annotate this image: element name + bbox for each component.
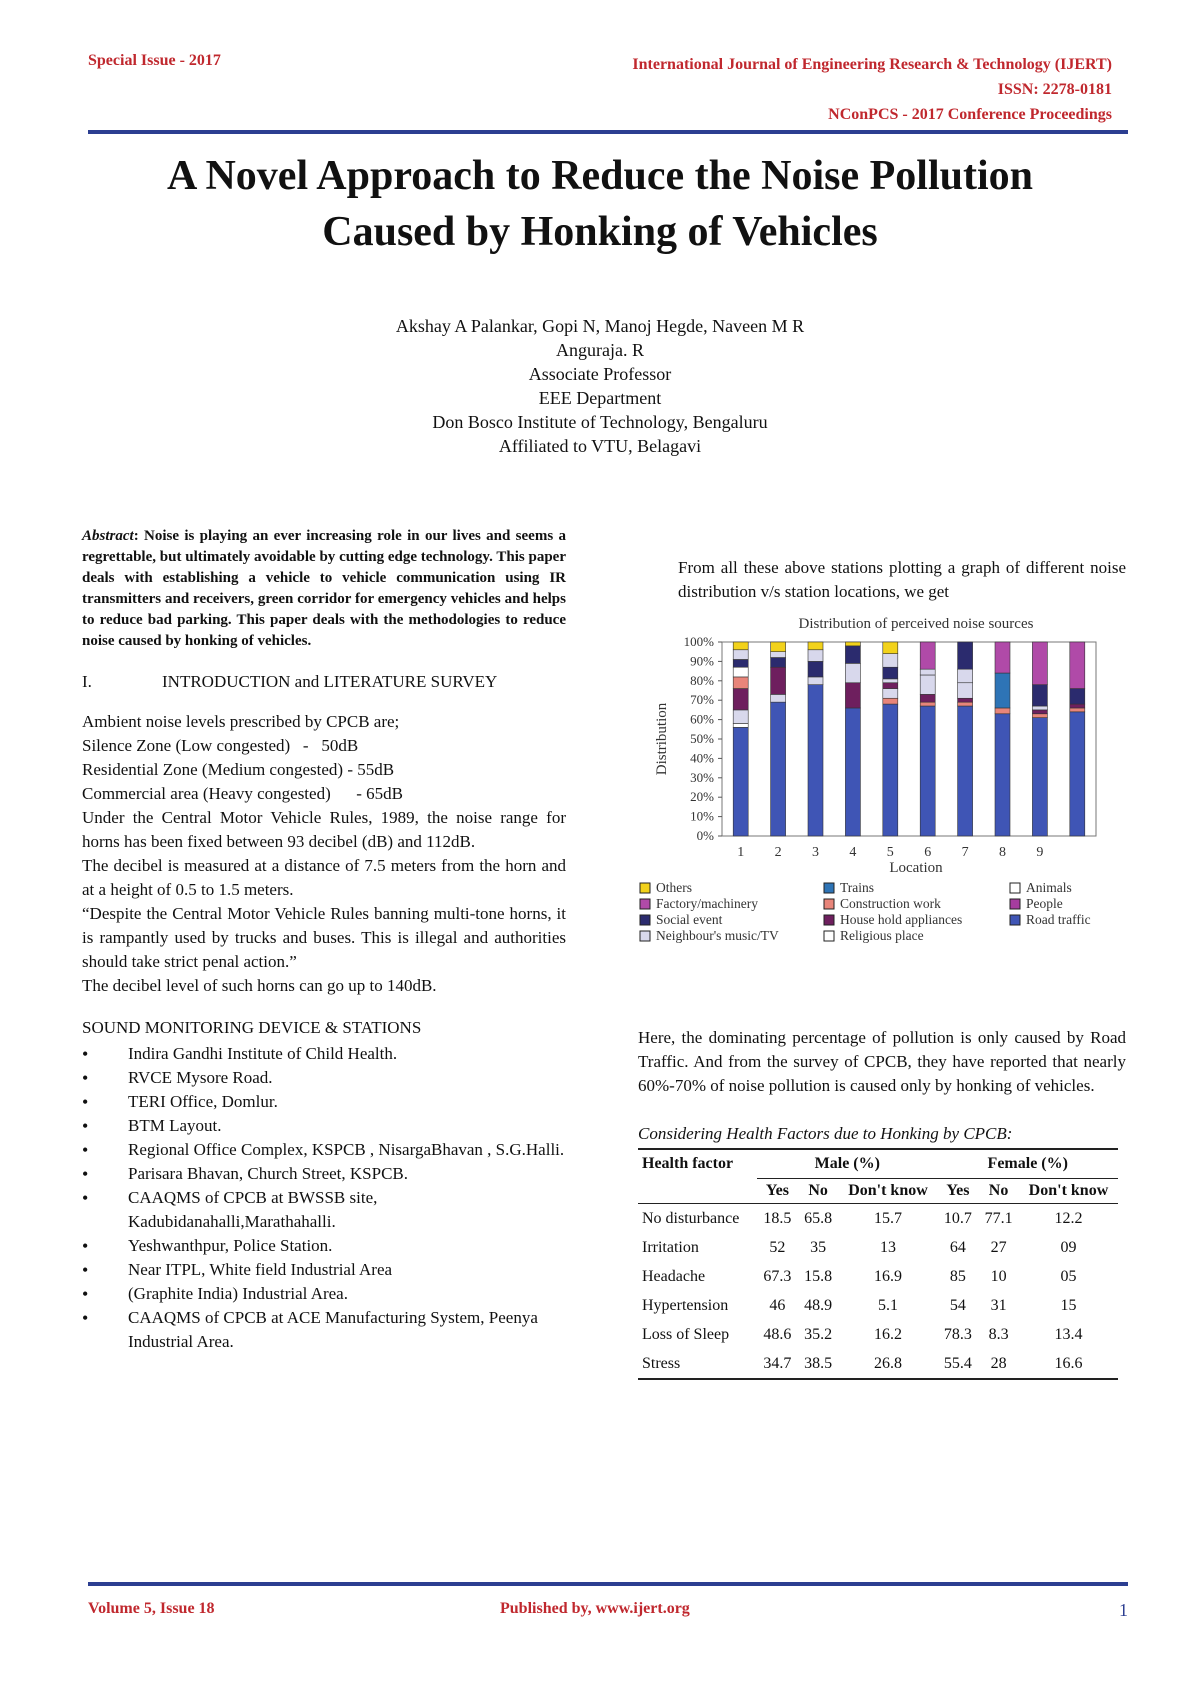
table-cell: 65.8 [804, 1210, 833, 1227]
table-cell: 5.1 [878, 1297, 898, 1314]
author-designation: Associate Professor [528, 364, 672, 384]
header-female: Female (%) [938, 1149, 1118, 1179]
legend-swatch [1010, 899, 1020, 909]
bar-segment [845, 642, 860, 646]
bar-segment [883, 683, 898, 689]
bar-segment [771, 658, 786, 668]
author-block [300, 314, 900, 458]
table-cell: 34.7 [757, 1349, 798, 1379]
bar-segment [1032, 706, 1047, 710]
legend-swatch [640, 899, 650, 909]
bar-segment [733, 727, 748, 836]
bar-segment [920, 669, 935, 675]
header-issn: ISSN: 2278-0181 [997, 81, 1112, 98]
header-journal-name: International Journal of Engineering Research & Technology (IJERT) [632, 56, 1112, 73]
bar-segment [1070, 642, 1085, 689]
legend-label: Animals [1026, 880, 1072, 895]
legend-label: Social event [656, 912, 723, 927]
list-item: • (Graphite India) Industrial Area. [82, 1282, 566, 1306]
subheader-blank [638, 1179, 757, 1204]
bar-segment [733, 689, 748, 710]
intro-line: Ambient noise levels prescribed by CPCB are; [82, 712, 400, 731]
chart-conclusion-text: Here, the dominating percentage of pollution is only caused by Road Traffic. And from the survey of CPCB, they have reported that nearly 60%-70% of noise pollution is caused only by honking of vehicles. [638, 1028, 1126, 1095]
table-cell: 28 [978, 1349, 1019, 1379]
legend-swatch [824, 899, 834, 909]
legend-swatch [640, 883, 650, 893]
list-item: • TERI Office, Domlur. [82, 1090, 566, 1114]
paper-title [60, 148, 1140, 260]
subheader-cell: Don't know [1019, 1179, 1118, 1204]
footer-page-number: 1 [1119, 1600, 1128, 1620]
intro-line: Residential Zone (Medium congested) - 55dB [82, 760, 395, 779]
table-cell: 10.7 [943, 1210, 972, 1227]
bar-segment [995, 714, 1010, 836]
y-tick-label: 10% [690, 808, 714, 824]
author-affiliation: Affiliated to VTU, Belagavi [498, 436, 702, 456]
bar-segment [883, 704, 898, 836]
table-caption: Considering Health Factors due to Honking by CPCB: [638, 1124, 1013, 1143]
table-cell: 48.9 [804, 1297, 833, 1314]
bar-segment [958, 706, 973, 836]
section-heading [82, 670, 566, 694]
table-group-header [638, 1149, 1118, 1179]
table-cell: 46 [769, 1297, 786, 1314]
intro-line: The decibel level of such horns can go up to 140dB. [82, 976, 437, 995]
x-tick-label: 2 [774, 845, 782, 860]
table-cell: 77.1 [984, 1210, 1013, 1227]
bar-segment [733, 667, 748, 677]
header-special-issue: Special Issue - 2017 [88, 52, 221, 69]
bar-segment [958, 702, 973, 706]
bar-segment [1032, 714, 1047, 718]
footer-volume: Volume 5, Issue 18 [88, 1600, 215, 1617]
bar-segment [1070, 712, 1085, 836]
bar-segment [733, 650, 748, 660]
author-department: EEE Department [538, 388, 662, 408]
row-label: Headache [642, 1268, 706, 1285]
bar-segment [1032, 710, 1047, 714]
list-item: • CAAQMS of CPCB at BWSSB site, Kadubidanahalli,Marathahalli. [82, 1186, 566, 1234]
noise-distribution-chart [626, 612, 1146, 1016]
bar-segment [920, 675, 935, 694]
table-cell: 09 [1060, 1239, 1077, 1256]
bar-segment [808, 650, 823, 662]
y-tick-label: 40% [690, 750, 714, 766]
bar-segment [883, 667, 898, 679]
health-factor-table [638, 1148, 1118, 1380]
header-male: Male (%) [757, 1149, 937, 1179]
y-tick-label: 20% [690, 789, 714, 805]
bar-segment [808, 677, 823, 685]
list-item: • Near ITPL, White field Industrial Area [82, 1258, 566, 1282]
row-label: No disturbance [642, 1210, 740, 1227]
author-names: Akshay A Palankar, Gopi N, Manoj Hegde, Naveen M R [395, 316, 805, 336]
bar-segment [920, 642, 935, 669]
intro-line: Commercial area (Heavy congested) - 65dB [82, 784, 403, 803]
table-cell: 10 [990, 1268, 1007, 1285]
table-cell: 38.5 [798, 1349, 839, 1379]
bar-segment [808, 685, 823, 836]
header-rule [88, 130, 1128, 134]
abstract [82, 526, 566, 652]
table-cell: 15 [1060, 1297, 1077, 1314]
list-item: • Indira Gandhi Institute of Child Health. [82, 1042, 566, 1066]
bar-segment [808, 642, 823, 650]
bar-segment [995, 642, 1010, 673]
list-item: • Yeshwanthpur, Police Station. [82, 1234, 566, 1258]
bar-segment [771, 642, 786, 652]
table-row [638, 1262, 1118, 1291]
legend-swatch [824, 931, 834, 941]
bar-segment [733, 659, 748, 667]
legend-swatch [640, 931, 650, 941]
table-cell: 35.2 [804, 1326, 833, 1343]
abstract-label: Abstract [82, 528, 134, 544]
section-title: INTRODUCTION and LITERATURE SURVEY [162, 672, 498, 691]
bar-segment [1032, 642, 1047, 685]
x-tick-label: 4 [849, 845, 857, 860]
bar-segment [1070, 708, 1085, 712]
y-tick-label: 100% [683, 634, 714, 649]
bar-segment [845, 663, 860, 682]
bar-segment [845, 683, 860, 708]
author-guide: Anguraja. R [556, 340, 644, 360]
y-tick-label: 70% [690, 692, 714, 708]
y-tick-label: 60% [690, 711, 714, 727]
y-tick-label: 90% [690, 653, 714, 669]
legend-label: Religious place [840, 928, 924, 943]
bar-segment [845, 708, 860, 836]
table-cell: 12.2 [1054, 1210, 1083, 1227]
title-line-1: A Novel Approach to Reduce the Noise Pollution [166, 153, 1034, 199]
y-tick-label: 50% [690, 731, 714, 746]
x-tick-label: 8 [999, 845, 1006, 860]
table-row [638, 1320, 1118, 1349]
bar-segment [771, 702, 786, 836]
bar-segment [920, 694, 935, 702]
table-cell: 13 [880, 1239, 896, 1256]
abstract-text: : Noise is playing an ever increasing role in our lives and seems a regrettable, but ultimately avoidable by cutting edge technology. This paper deals with establishing a vehicle to vehicle communication using IR transmitters and receivers, green corridor for emergency vehicles and helps to reduce bad parking. This paper deals with the methodologies to reduce noise caused by honking of vehicles. [82, 528, 566, 649]
y-tick-label: 0% [696, 828, 714, 843]
table-cell: 27 [990, 1239, 1007, 1256]
section-number: I. [82, 672, 92, 691]
x-tick-label: 5 [886, 845, 894, 860]
table-cell: 35 [810, 1239, 827, 1256]
table-cell: 8.3 [988, 1326, 1009, 1343]
chart-svg [626, 612, 1146, 1016]
chart-title: Distribution of perceived noise sources [798, 616, 1034, 632]
table-cell: 16.9 [874, 1268, 902, 1285]
left-column [82, 526, 566, 1354]
legend-label: People [1026, 896, 1063, 911]
bar-segment [733, 642, 748, 650]
subheader-cell: Yes [938, 1179, 979, 1204]
bar-segment [771, 667, 786, 694]
monitoring-heading: SOUND MONITORING DEVICE & STATIONS [82, 1018, 422, 1037]
bar-segment [883, 642, 898, 654]
y-axis-label: Distribution [654, 702, 670, 776]
title-line-2: Caused by Honking of Vehicles [322, 209, 878, 255]
legend-swatch [1010, 915, 1020, 925]
legend-label: House hold appliances [840, 912, 963, 927]
subheader-cell: Yes [757, 1179, 798, 1204]
list-item: • BTM Layout. [82, 1114, 566, 1138]
table-cell: 52 [769, 1239, 786, 1256]
bar-segment [883, 698, 898, 704]
x-tick-label: 1 [737, 845, 745, 860]
bar-segment [733, 710, 748, 724]
subheader-cell: Don't know [838, 1179, 937, 1204]
subheader-cell: No [978, 1179, 1019, 1204]
legend-label: Construction work [840, 896, 941, 911]
table-row [638, 1204, 1118, 1234]
table-cell: 64 [949, 1239, 966, 1256]
intro-line: Silence Zone (Low congested) - 50dB [82, 736, 359, 755]
table-cell: 31 [990, 1297, 1007, 1314]
legend-swatch [824, 915, 834, 925]
table-row [638, 1291, 1118, 1320]
header-journal-block [632, 52, 1112, 127]
table-row [638, 1349, 1118, 1379]
bar-segment [920, 702, 935, 706]
intro-line: “Despite the Central Motor Vehicle Rules banning multi-tone horns, it is rampantly used by trucks and buses. This is illegal and authorities should take strict penal action.” [82, 904, 566, 971]
table-cell: 54 [949, 1297, 966, 1314]
chart-intro-text: From all these above stations plotting a graph of different noise distribution v/s station locations, we get [678, 558, 1126, 601]
bar-segment [845, 646, 860, 663]
row-label: Stress [638, 1349, 757, 1379]
y-tick-label: 80% [690, 672, 714, 688]
footer-publisher: Published by, www.ijert.org [500, 1600, 690, 1617]
table-cell: 18.5 [763, 1210, 792, 1227]
station-list [82, 1042, 566, 1354]
bar-segment [995, 673, 1010, 708]
subheader-cell: No [798, 1179, 839, 1204]
table-cell: 16.6 [1019, 1349, 1118, 1379]
bar-segment [808, 661, 823, 677]
table-cell: 16.2 [874, 1326, 902, 1343]
legend-swatch [640, 915, 650, 925]
bar-segment [733, 677, 748, 689]
table-cell: 85 [949, 1268, 966, 1285]
legend-label: Others [656, 880, 692, 895]
x-tick-label: 6 [924, 845, 932, 860]
header-health-factor: Health factor [638, 1149, 757, 1179]
intro-paragraph [82, 710, 566, 998]
bar-segment [771, 694, 786, 702]
bar-segment [1032, 685, 1047, 706]
list-item: • CAAQMS of CPCB at ACE Manufacturing System, Peenya Industrial Area. [82, 1306, 566, 1354]
list-item: • Parisara Bhavan, Church Street, KSPCB. [82, 1162, 566, 1186]
row-label: Hypertension [642, 1297, 729, 1314]
table-subheader [638, 1179, 1118, 1204]
bar-segment [883, 654, 898, 668]
x-tick-label: 9 [1036, 845, 1044, 860]
legend-label: Factory/machinery [656, 896, 758, 911]
bar-segment [733, 723, 748, 727]
table-cell: 15.8 [804, 1268, 833, 1285]
y-tick-label: 30% [690, 769, 714, 785]
bar-segment [958, 683, 973, 699]
table-cell: 55.4 [938, 1349, 979, 1379]
bar-segment [883, 689, 898, 699]
table-cell: 05 [1060, 1268, 1077, 1285]
bar-segment [995, 708, 1010, 714]
intro-line: Under the Central Motor Vehicle Rules, 1989, the noise range for horns has been fixed between 93 decibel (dB) and 112dB. [82, 808, 566, 851]
legend-swatch [824, 883, 834, 893]
legend-label: Neighbour's music/TV [656, 928, 779, 943]
table-body [638, 1204, 1118, 1380]
list-item: • Regional Office Complex, KSPCB , NisargaBhavan , S.G.Halli. [82, 1138, 566, 1162]
legend-label: Road traffic [1026, 912, 1091, 927]
bar-segment [920, 706, 935, 836]
x-axis-label: Location [889, 860, 943, 876]
bar-segment [1032, 718, 1047, 836]
intro-line: The decibel is measured at a distance of 7.5 meters from the horn and at a height of 0.5 to 1.5 meters. [82, 856, 566, 899]
x-tick-label: 3 [812, 845, 819, 860]
table-cell: 15.7 [874, 1210, 902, 1227]
right-column [638, 556, 1126, 1380]
legend-swatch [1010, 883, 1020, 893]
bar-segment [771, 652, 786, 658]
bar-segment [958, 669, 973, 683]
table-cell: 48.6 [763, 1326, 792, 1343]
header-proceedings: NConPCS - 2017 Conference Proceedings [828, 106, 1112, 123]
table-cell: 13.4 [1054, 1326, 1083, 1343]
bar-segment [958, 642, 973, 669]
row-label: Loss of Sleep [642, 1326, 730, 1343]
author-institute: Don Bosco Institute of Technology, Bengaluru [432, 412, 768, 432]
bar-segment [1070, 689, 1085, 705]
list-item: • RVCE Mysore Road. [82, 1066, 566, 1090]
table-row [638, 1233, 1118, 1262]
table-cell: 78.3 [943, 1326, 972, 1343]
footer-rule [88, 1582, 1128, 1586]
table-cell: 67.3 [763, 1268, 792, 1285]
bar-segment [883, 679, 898, 683]
bar-segment [1070, 704, 1085, 708]
x-tick-label: 7 [961, 845, 969, 860]
table-cell: 26.8 [838, 1349, 937, 1379]
row-label: Irritation [642, 1239, 699, 1256]
bar-segment [958, 698, 973, 702]
legend-label: Trains [840, 880, 875, 895]
